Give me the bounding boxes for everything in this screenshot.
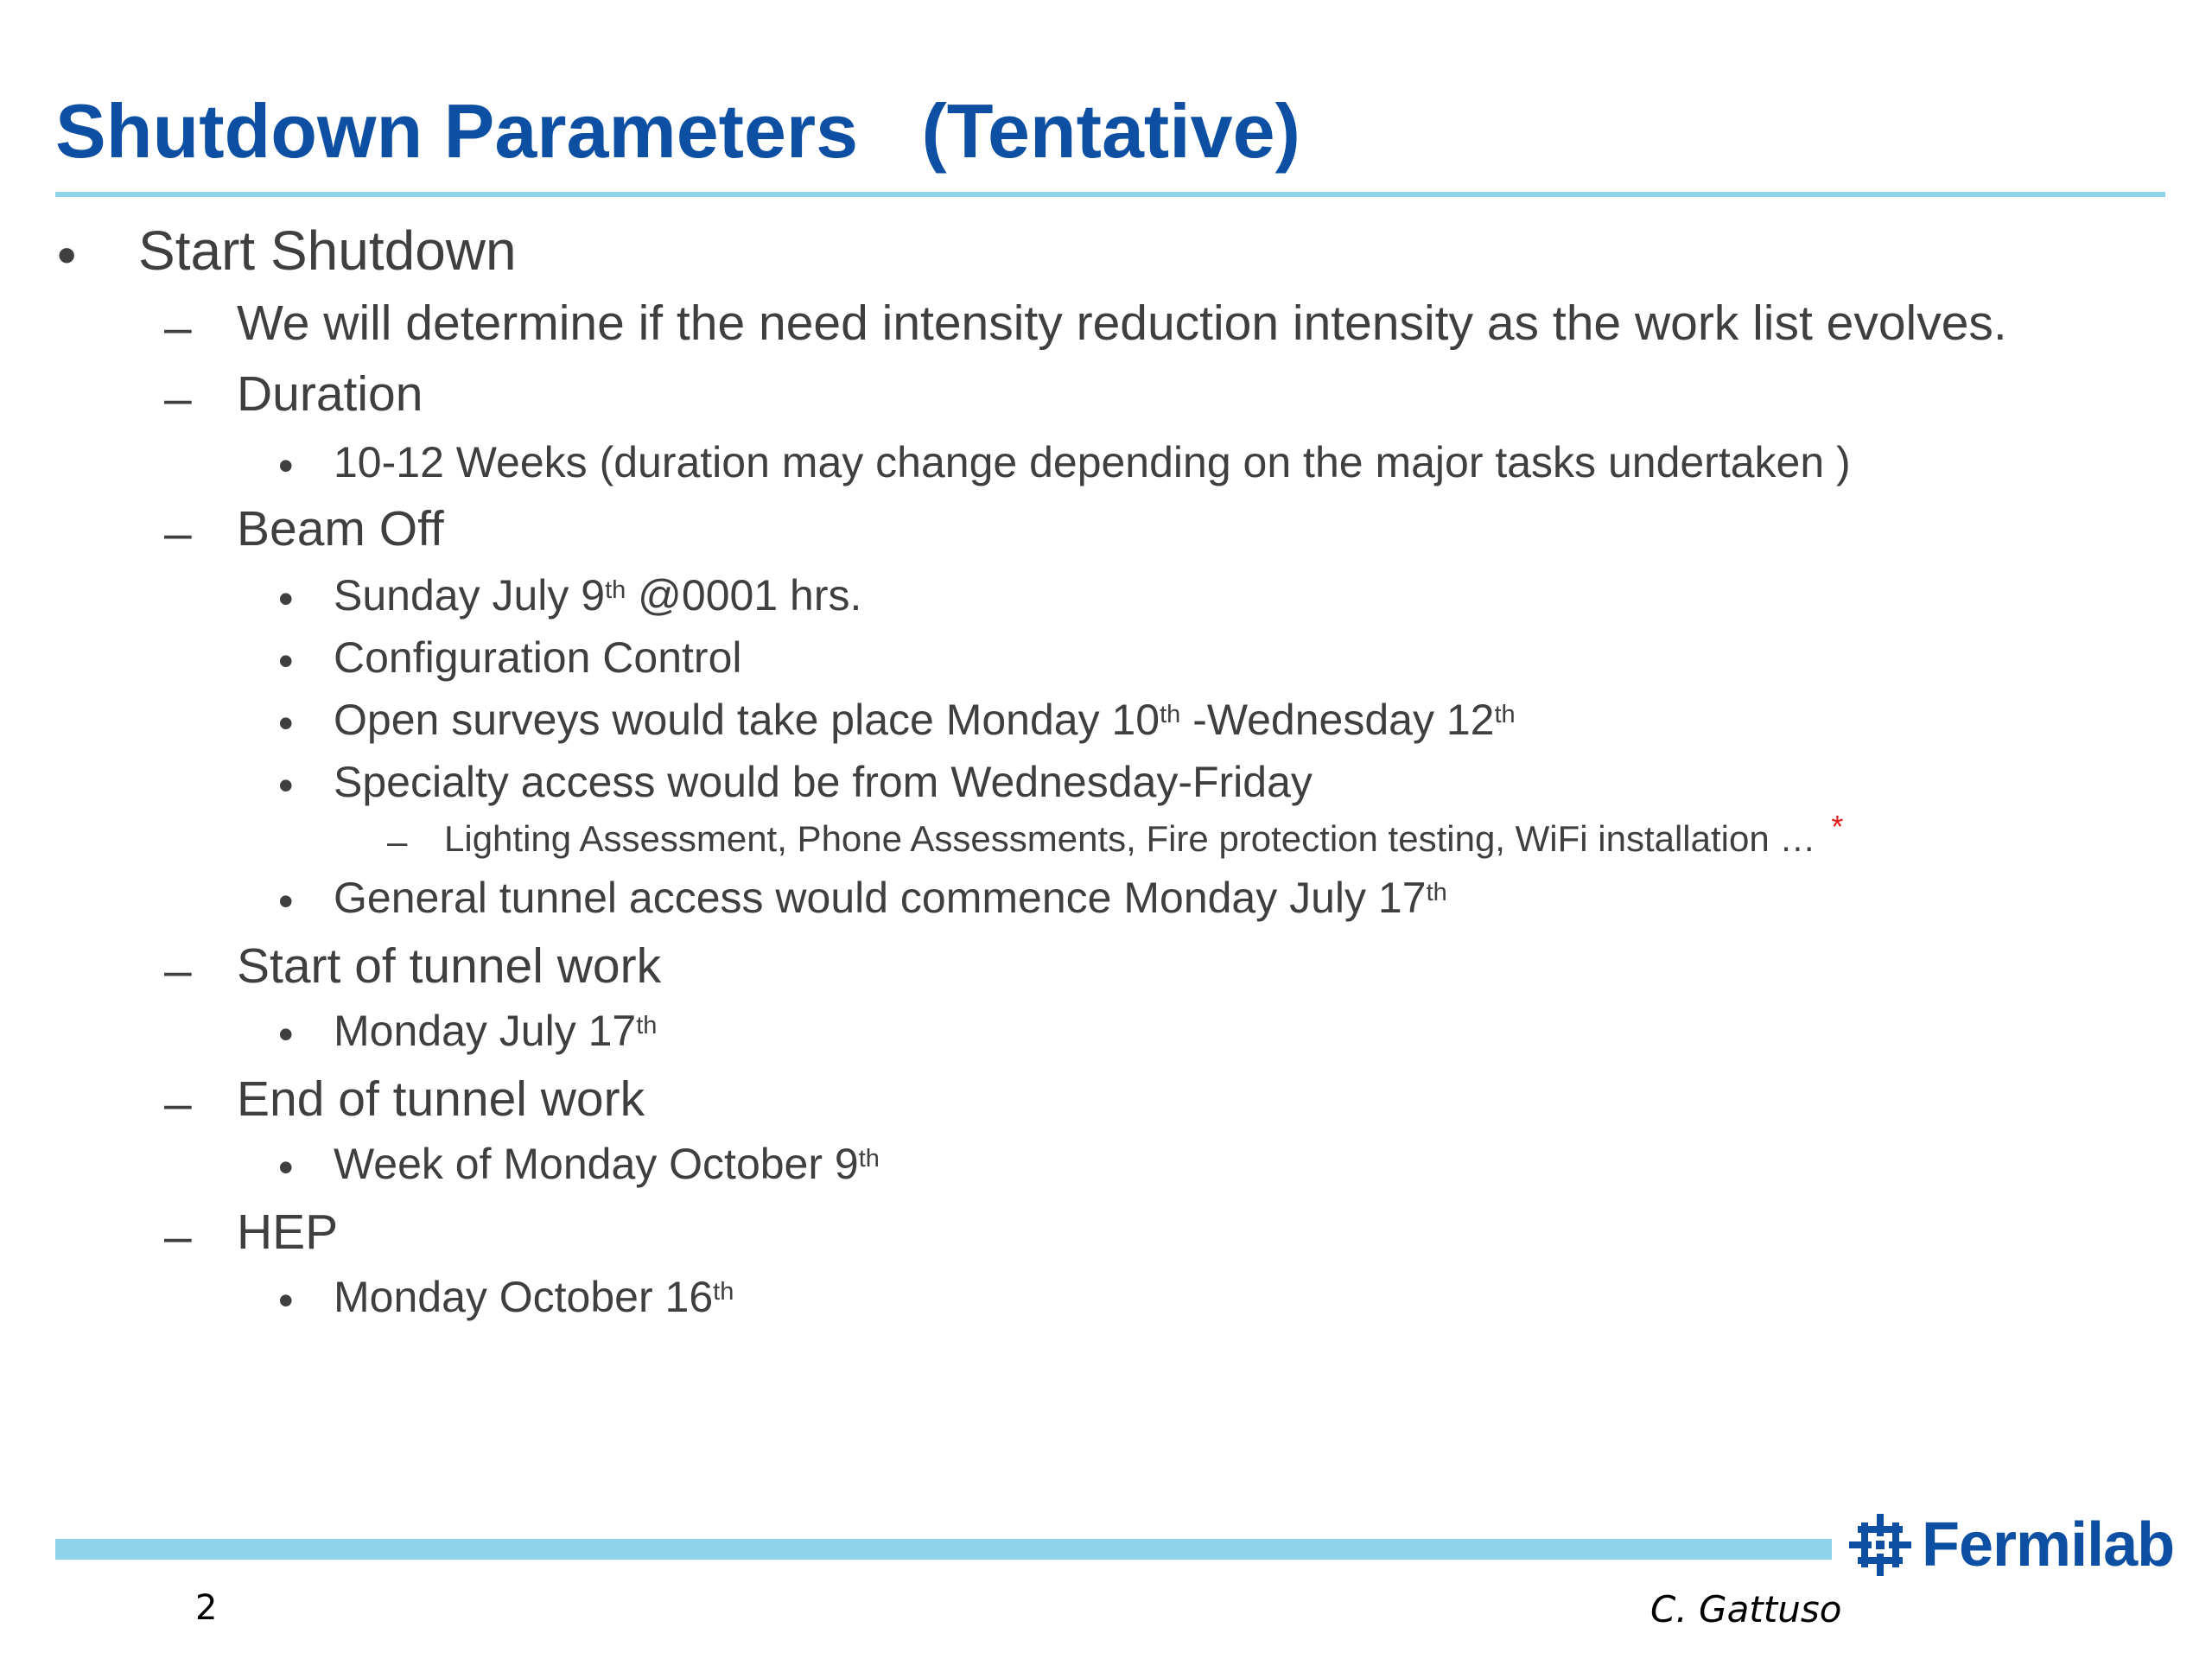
ordinal-suffix: th <box>858 1144 880 1173</box>
ordinal-suffix: th <box>605 575 626 604</box>
bullet-marker: • <box>278 442 294 490</box>
item-open-surveys <box>334 696 1516 744</box>
text-segment: Open surveys would take place Monday 10 <box>334 696 1160 744</box>
logo-text: Fermilab <box>1922 1510 2175 1580</box>
footer-divider <box>55 1539 1832 1560</box>
dash-marker: – <box>164 1076 192 1131</box>
bullet-marker: • <box>278 761 294 810</box>
text-segment: -Wednesday 12 <box>1180 696 1495 744</box>
item-start-shutdown: Start Shutdown <box>138 219 517 282</box>
bullet-marker: • <box>278 1143 294 1192</box>
item-intensity: We will determine if the need intensity reduction intensity as the work list evolves. <box>237 296 2007 351</box>
dash-marker: – <box>164 300 192 355</box>
dash-marker: – <box>164 505 192 561</box>
bullet-marker: • <box>278 637 294 685</box>
text-segment: General tunnel access would commence Monday July 17 <box>334 874 1427 922</box>
item-beam-off-date <box>334 571 862 620</box>
ordinal-suffix: th <box>1160 700 1181 728</box>
bullet-marker: • <box>278 575 294 623</box>
item-specialty-tasks <box>444 808 1844 859</box>
bullet-marker: • <box>278 699 294 747</box>
item-start-tunnel-work: Start of tunnel work <box>237 938 662 994</box>
ordinal-suffix: th <box>713 1277 734 1306</box>
text-segment: Sunday July 9 <box>334 571 606 620</box>
dash-marker: – <box>164 371 192 426</box>
page-number: 2 <box>195 1588 218 1628</box>
fermilab-logo <box>1849 1512 2174 1578</box>
item-specialty-access: Specialty access would be from Wednesday-Friday <box>334 758 1313 806</box>
footnote-asterisk: * <box>1831 808 1844 844</box>
ordinal-suffix: th <box>1494 700 1516 728</box>
dash-marker: – <box>164 1209 192 1264</box>
bullet-marker: • <box>278 1276 294 1325</box>
item-hep-date <box>334 1275 734 1319</box>
dash-marker: – <box>164 943 192 998</box>
text-segment: Lighting Assessment, Phone Assessments, Fire protection testing, WiFi installation … <box>444 818 1816 859</box>
item-duration-weeks: 10-12 Weeks (duration may change depending on the major tasks undertaken ) <box>334 438 1851 486</box>
item-start-tunnel-date <box>334 1007 658 1055</box>
text-segment: Monday July 17 <box>334 1007 637 1055</box>
item-general-access <box>334 874 1447 922</box>
item-end-tunnel-work: End of tunnel work <box>237 1071 645 1127</box>
slide-title: Shutdown Parameters (Tentative) <box>55 88 1300 174</box>
author-name: C. Gattuso <box>1650 1588 1842 1630</box>
bullet-marker: • <box>278 877 294 925</box>
title-divider <box>55 192 2165 197</box>
item-configuration-control: Configuration Control <box>334 633 742 682</box>
dash-marker: – <box>387 821 408 861</box>
text-segment: Week of Monday October 9 <box>334 1140 859 1188</box>
item-hep: HEP <box>237 1205 339 1260</box>
ordinal-suffix: th <box>1426 878 1447 906</box>
item-beam-off: Beam Off <box>237 501 444 556</box>
ordinal-suffix: th <box>636 1011 658 1039</box>
text-segment: @0001 hrs. <box>626 571 862 620</box>
fermilab-logo-icon <box>1849 1514 1911 1576</box>
item-duration: Duration <box>237 366 423 422</box>
item-end-tunnel-date <box>334 1140 880 1188</box>
bullet-marker: • <box>57 224 77 286</box>
text-segment: Monday October 16 <box>334 1273 714 1321</box>
bullet-marker: • <box>278 1010 294 1058</box>
